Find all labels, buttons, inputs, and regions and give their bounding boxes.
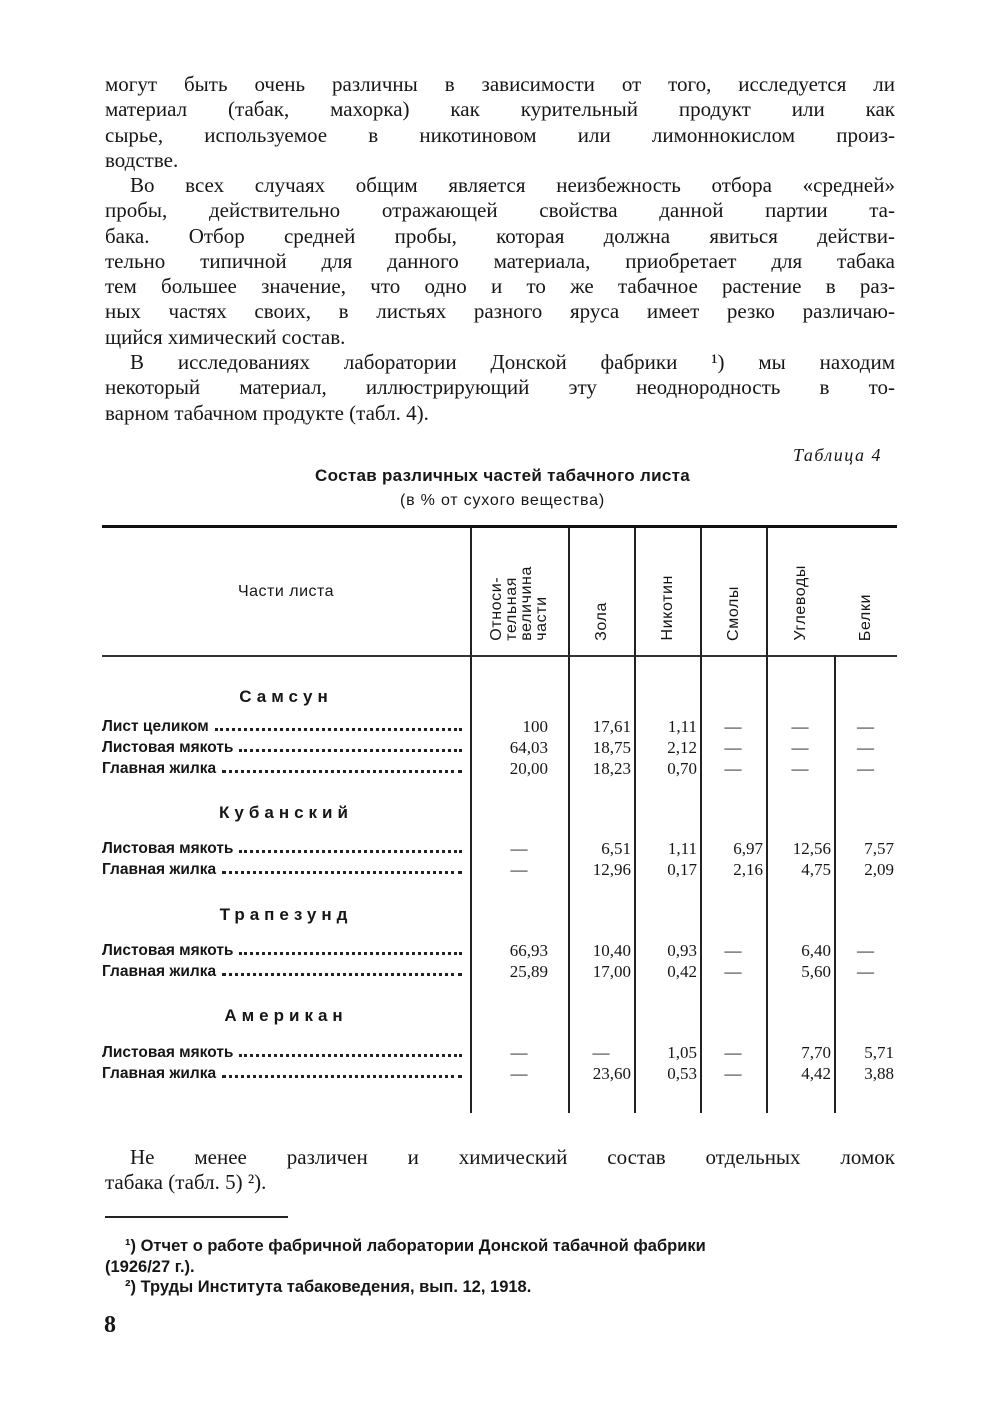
cell-value: 64,03	[509, 738, 548, 757]
row-part	[102, 737, 470, 758]
header-part: Части листа	[237, 582, 335, 600]
cell-value: —	[724, 717, 742, 736]
cell-value: —	[857, 962, 874, 981]
footnote-line: (1926/27 г.).	[105, 1257, 195, 1276]
dot-leader	[222, 859, 462, 874]
dot-leader	[222, 758, 462, 773]
cell-value: —	[857, 738, 874, 757]
cell-value: —	[724, 738, 742, 757]
table-row	[102, 758, 897, 779]
group-heading: Кубанский	[219, 803, 353, 822]
header-relative-line: Относи-	[488, 577, 505, 641]
cell-value: 100	[522, 717, 548, 736]
cell-value: —	[724, 962, 742, 981]
cell-value: 7,70	[801, 1043, 831, 1062]
paragraph-2	[105, 173, 895, 350]
text-line: табака (табл. 5) ²).	[105, 1170, 267, 1195]
text-line: материал (табак, махорка) как курительный продукт или как	[105, 97, 895, 122]
footnote-line: ²) Труды Института табаковедения, вып. 12, 1918.	[125, 1278, 532, 1296]
dot-leader	[222, 961, 462, 976]
text-line: В исследованиях лаборатории Донской фабрики ¹) мы находим	[130, 350, 895, 374]
row-part-label: Листовая мякоть	[102, 739, 234, 756]
text-line: некоторый материал, иллюстрирующий эту неоднородность в то-	[105, 375, 895, 400]
cell-value: 1,11	[667, 717, 697, 736]
cell-value: 2,12	[667, 738, 697, 757]
row-part-label: Главная жилка	[102, 963, 217, 980]
cell-value: 18,23	[592, 759, 631, 778]
cell-value: —	[857, 941, 874, 960]
text-line: ных частях своих, в листьях разного яруса имеет резко различаю-	[105, 299, 895, 324]
header-proteins: Белки	[857, 593, 874, 641]
cell-value: 23,60	[592, 1064, 631, 1083]
footnote-rule	[105, 1216, 288, 1218]
page-number: 8	[104, 1312, 116, 1338]
cell-value: 0,70	[667, 759, 697, 778]
row-part	[102, 838, 470, 859]
dot-leader	[222, 1063, 462, 1078]
cell-value: —	[857, 717, 874, 736]
row-part-label: Главная жилка	[102, 1065, 217, 1082]
cell-value: —	[724, 759, 742, 778]
table-header	[102, 528, 897, 655]
table-caption: Таблица 4	[792, 445, 882, 465]
table-row	[102, 716, 897, 737]
table-title: Состав различных частей табачного листа	[315, 466, 690, 485]
table-row	[102, 737, 897, 758]
text-line: могут быть очень различны в зависимости от того, исследуется ли	[105, 72, 895, 96]
cell-value: —	[510, 839, 528, 858]
text-line: водстве.	[105, 147, 179, 172]
paragraph-1	[105, 72, 895, 173]
footnote-1	[105, 1236, 895, 1277]
cell-value: —	[791, 717, 809, 736]
table-row	[102, 961, 897, 982]
row-part	[102, 940, 470, 961]
footnote-line: ¹) Отчет о работе фабричной лаборатории Донской табачной фабрики	[125, 1237, 706, 1255]
cell-value: 1,11	[667, 839, 697, 858]
text-line: пробы, действительно отражающей свойства данной партии та-	[105, 198, 895, 223]
row-part	[102, 1042, 470, 1063]
table-row	[102, 838, 897, 859]
row-part-label: Листовая мякоть	[102, 942, 234, 959]
group-heading: Американ	[224, 1006, 348, 1025]
row-part-label: Листовая мякоть	[102, 1044, 234, 1061]
text-line: Не менее различен и химический состав отдельных ломок	[130, 1145, 895, 1169]
dot-leader	[239, 940, 462, 955]
text-line: сырье, используемое в никотиновом или лимоннокислом произ-	[105, 122, 895, 147]
dot-leader	[239, 838, 462, 853]
cell-value: —	[791, 738, 809, 757]
cell-value: —	[510, 1043, 528, 1062]
row-part-label: Главная жилка	[102, 861, 217, 878]
cell-value: 1,05	[667, 1043, 697, 1062]
row-part	[102, 1063, 470, 1084]
row-part-label: Главная жилка	[102, 760, 217, 777]
cell-value: —	[592, 1043, 610, 1062]
cell-value: 20,00	[509, 759, 548, 778]
cell-value: 0,93	[667, 941, 697, 960]
cell-value: 18,75	[592, 738, 631, 757]
footnote-2	[105, 1277, 915, 1298]
cell-value: 3,88	[864, 1064, 894, 1083]
cell-value: —	[857, 759, 874, 778]
cell-value: 4,75	[801, 860, 831, 879]
cell-value: 0,42	[667, 962, 697, 981]
table-row	[102, 859, 897, 880]
cell-value: 6,51	[601, 839, 631, 858]
dot-leader	[239, 1042, 462, 1057]
header-nicotine: Никотин	[658, 575, 676, 641]
table-subtitle: (в % от сухого вещества)	[400, 492, 605, 509]
table-row	[102, 1042, 897, 1063]
paragraph-4	[105, 1145, 895, 1196]
dot-leader	[215, 716, 462, 731]
cell-value: 6,97	[733, 839, 763, 858]
cell-value: 2,16	[733, 860, 763, 879]
header-ash: Зола	[592, 602, 610, 641]
row-part	[102, 716, 470, 737]
row-part-label: Лист целиком	[102, 718, 209, 735]
cell-value: —	[724, 941, 742, 960]
header-relative-line: части	[533, 596, 550, 641]
cell-value: 4,42	[801, 1064, 831, 1083]
text-line: щийся химический состав.	[105, 324, 346, 349]
row-part	[102, 758, 470, 779]
cell-value: —	[510, 1064, 528, 1083]
table-row	[102, 940, 897, 961]
cell-value: —	[510, 860, 528, 879]
cell-value: —	[724, 1043, 742, 1062]
cell-value: 17,00	[592, 962, 631, 981]
cell-value: 7,57	[864, 839, 894, 858]
row-part	[102, 859, 470, 880]
cell-value: —	[791, 759, 809, 778]
text-line: Во всех случаях общим является неизбежность отбора «средней»	[130, 173, 895, 197]
cell-value: 0,17	[667, 860, 697, 879]
group-heading: Самсун	[239, 687, 333, 706]
cell-value: 17,61	[592, 717, 631, 736]
cell-value: —	[724, 1064, 742, 1083]
dot-leader	[239, 737, 462, 752]
cell-value: 12,96	[592, 860, 631, 879]
row-part-label: Листовая мякоть	[102, 840, 234, 857]
table-body	[102, 657, 897, 1084]
cell-value: 2,09	[864, 860, 894, 879]
cell-value: 5,71	[864, 1043, 894, 1062]
text-line: бака. Отбор средней пробы, которая должна явиться действи-	[105, 223, 895, 248]
text-line: тельно типичной для данного материала, приобретает для табака	[105, 248, 895, 273]
paragraph-3	[105, 350, 895, 426]
header-carbohydrates: Углеводы	[791, 565, 809, 641]
header-relative-line: тельная	[503, 577, 520, 641]
text-line: тем большее значение, что одно и то же табачное растение в раз-	[105, 274, 895, 299]
cell-value: 10,40	[592, 941, 631, 960]
cell-value: 6,40	[801, 941, 831, 960]
composition-table	[102, 525, 897, 1113]
header-relative-line: величина	[518, 566, 535, 641]
cell-value: 5,60	[801, 962, 831, 981]
cell-value: 66,93	[509, 941, 548, 960]
group-heading: Трапезунд	[219, 905, 353, 924]
header-resins: Смолы	[724, 586, 742, 641]
row-part	[102, 961, 470, 982]
cell-value: 0,53	[667, 1064, 697, 1083]
cell-value: 12,56	[792, 839, 831, 858]
text-line: варном табачном продукте (табл. 4).	[105, 400, 429, 425]
header-relative	[470, 528, 568, 655]
table-row	[102, 1063, 897, 1084]
cell-value: 25,89	[509, 962, 548, 981]
